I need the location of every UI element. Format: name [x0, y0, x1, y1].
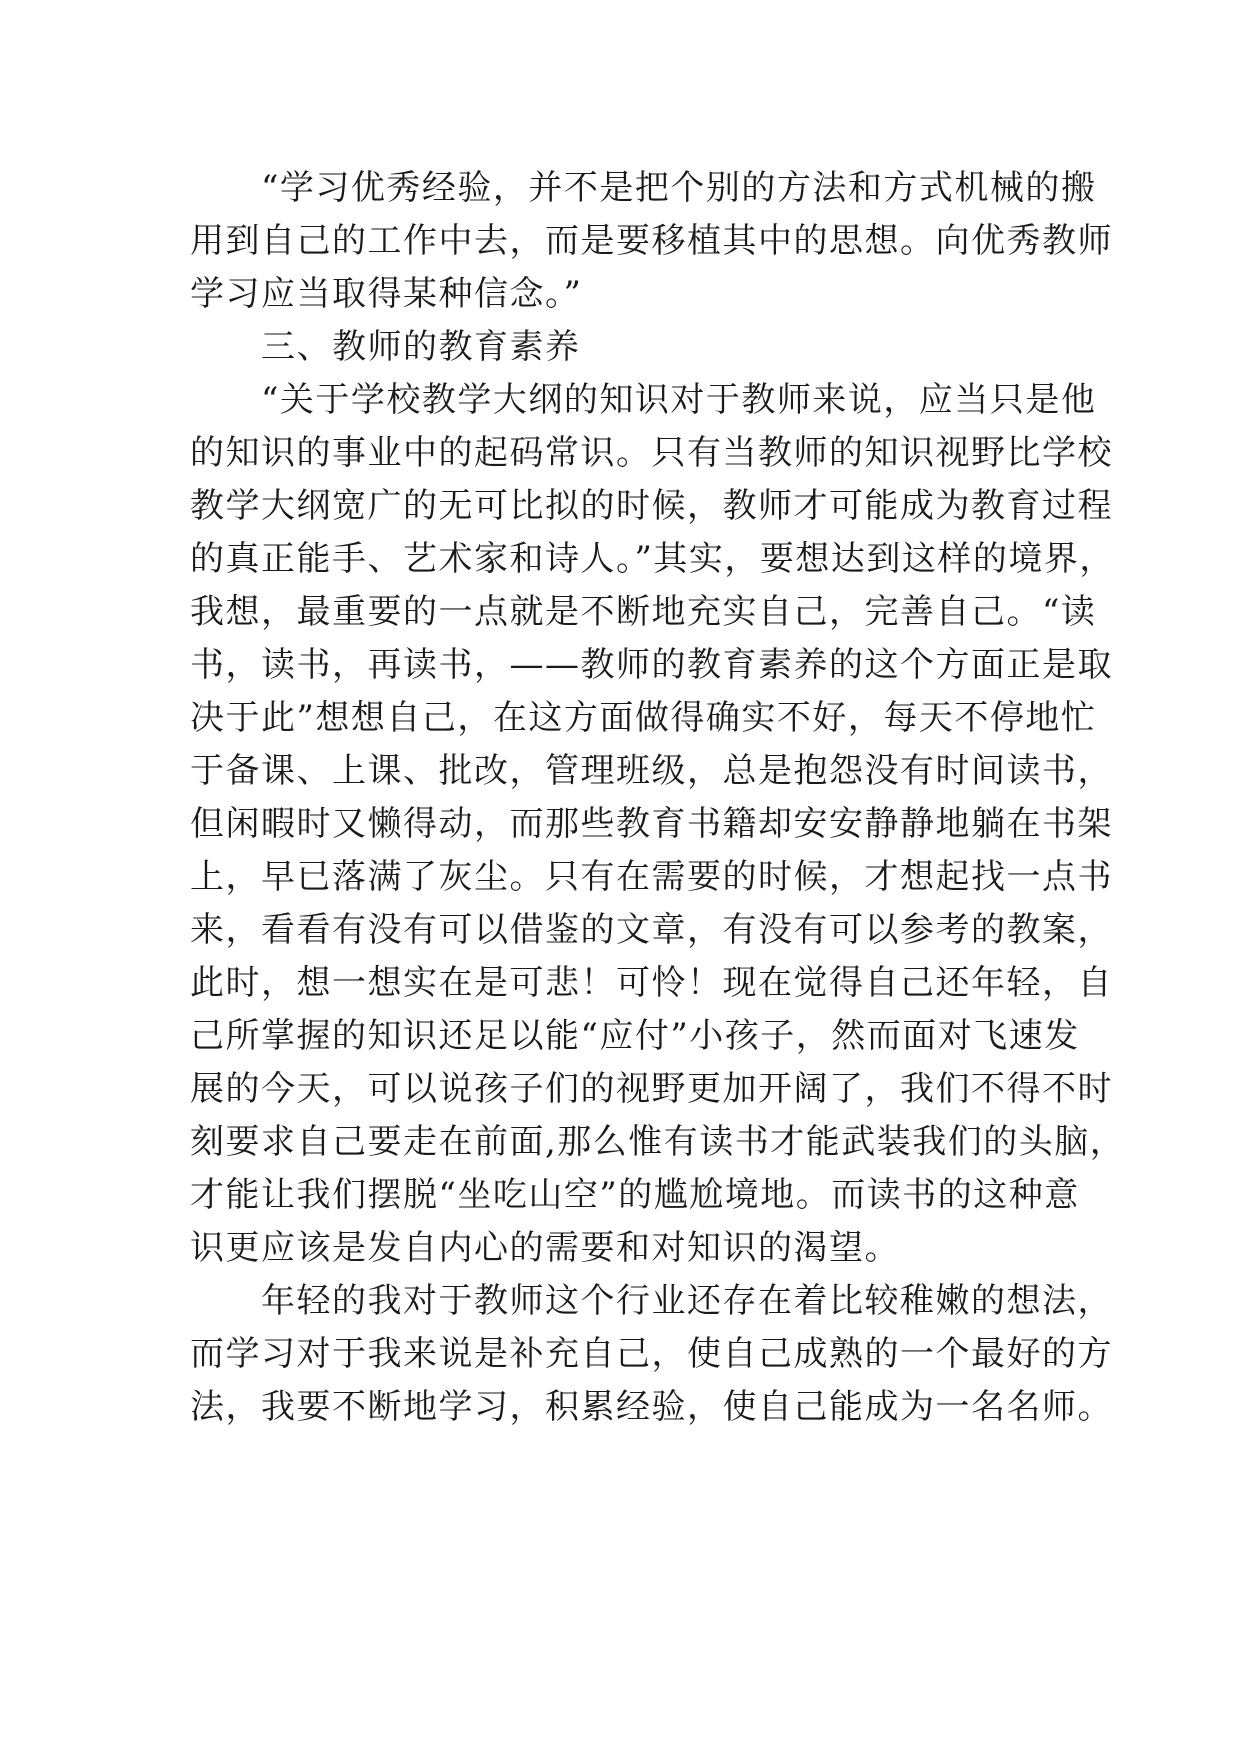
paragraph-2-line-14: 展的今天，可以说孩子们的视野更加开阔了，我们不得不时: [190, 1069, 1113, 1109]
paragraph-2-line-17: 识更应该是发自内心的需要和对知识的渴望。: [190, 1228, 900, 1268]
section-heading: 三、教师的教育素养: [190, 327, 581, 367]
paragraph-2-line-4: 的真正能手、艺术家和诗人。”其实，要想达到这样的境界，: [190, 539, 1115, 579]
paragraph-3-line-3: 法，我要不断地学习，积累经验，使自己能成为一名名师。: [190, 1387, 1113, 1427]
paragraph-1-line-1: “学习优秀经验，并不是把个别的方法和方式机械的搬: [190, 168, 1097, 208]
paragraph-2-line-13: 己所掌握的知识还足以能“应付”小孩子，然而面对飞速发: [190, 1016, 1080, 1056]
paragraph-2-line-5: 我想，最重要的一点就是不断地充实自己，完善自己。“读: [190, 592, 1097, 632]
paragraph-2-line-3: 教学大纲宽广的无可比拟的时候，教师才可能成为教育过程: [190, 486, 1113, 526]
paragraph-2-line-10: 上，早已落满了灰尘。只有在需要的时候，才想起找一点书: [190, 857, 1113, 897]
paragraph-2-line-9: 但闲暇时又懒得动，而那些教育书籍却安安静静地躺在书架: [190, 804, 1113, 844]
paragraph-1-line-2: 用到自己的工作中去，而是要移植其中的思想。向优秀教师: [190, 221, 1113, 261]
paragraph-2-line-7: 决于此”想想自己，在这方面做得确实不好，每天不停地忙: [190, 698, 1097, 738]
paragraph-2-line-15: 刻要求自己要走在前面,那么惟有读书才能武装我们的头脑，: [190, 1122, 1126, 1162]
paragraph-2-line-2: 的知识的事业中的起码常识。只有当教师的知识视野比学校: [190, 433, 1113, 473]
paragraph-2-line-1: “关于学校教学大纲的知识对于教师来说，应当只是他: [190, 380, 1097, 420]
paragraph-1-line-3: 学习应当取得某种信念。”: [190, 274, 583, 314]
paragraph-2-line-11: 来，看看有没有可以借鉴的文章，有没有可以参考的教案，: [190, 910, 1113, 950]
paragraph-2-line-16: 才能让我们摆脱“坐吃山空”的尴尬境地。而读书的这种意: [190, 1175, 1080, 1215]
paragraph-2-line-6: 书，读书，再读书，——教师的教育素养的这个方面正是取: [190, 645, 1113, 685]
paragraph-3-line-2: 而学习对于我来说是补充自己，使自己成熟的一个最好的方: [190, 1334, 1113, 1374]
paragraph-3-line-1: 年轻的我对于教师这个行业还存在着比较稚嫩的想法，: [190, 1281, 1113, 1321]
paragraph-2-line-8: 于备课、上课、批改，管理班级，总是抱怨没有时间读书，: [190, 751, 1113, 791]
paragraph-2-line-12: 此时，想一想实在是可悲！可怜！现在觉得自己还年轻，自: [190, 963, 1113, 1003]
